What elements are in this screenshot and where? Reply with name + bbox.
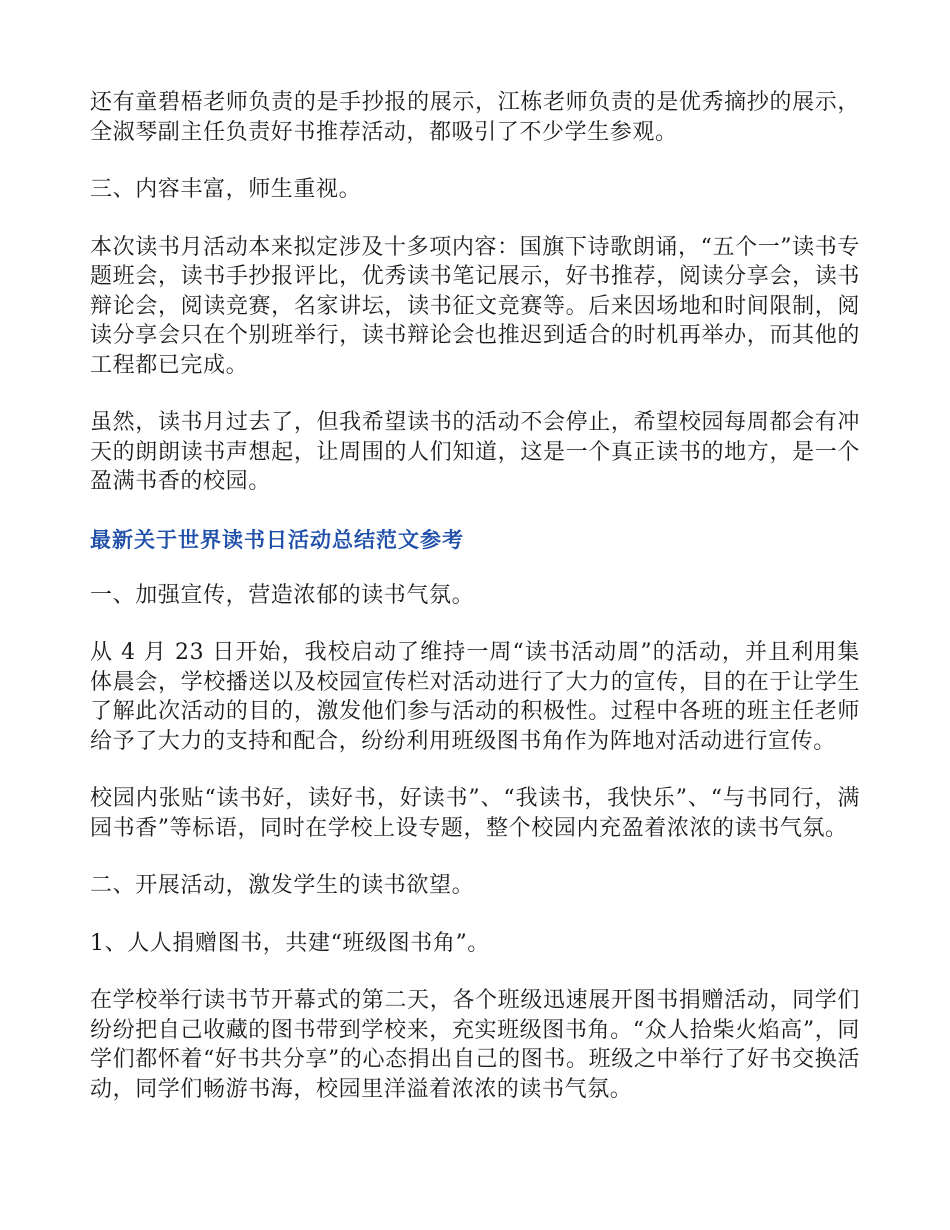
section-heading-three: 三、内容丰富，师生重视。 (90, 177, 362, 202)
section-heading-two: 二、开展活动，激发学生的读书欲望。 (90, 873, 475, 898)
paragraph-teacher-exhibits: 还有童碧梧老师负责的是手抄报的展示，江栋老师负责的是优秀摘抄的展示，全淑琴副主任负责好书推荐活动，都吸引了不少学生参观。 (90, 90, 860, 145)
subsection-heading-one: 1、人人捐赠图书，共建“班级图书角”。 (90, 930, 490, 956)
paragraph-slogans: 校园内张贴“读书好，读好书，好读书”、“我读书，我快乐”、“与书同行，满园书香”等标语，同时在学校上设专题，整个校园内充盈着浓浓的读书气氛。 (90, 786, 860, 841)
paragraph-closing-hope: 虽然，读书月过去了，但我希望读书的活动不会停止，希望校园每周都会有冲天的朗朗读书声想起，让周围的人们知道，这是一个真正读书的地方，是一个盈满书香的校园。 (90, 410, 860, 494)
article-title: 最新关于世界读书日活动总结范文参考 (90, 527, 464, 552)
paragraph-book-donation: 在学校举行读书节开幕式的第二天，各个班级迅速展开图书捐赠活动，同学们纷纷把自己收藏的图书带到学校来，充实班级图书角。“众人拾柴火焰高”，同学们都怀着“好书共分享”的心态捐出自己的图书。班级之中举行了好书交换活动，同学们畅游书海，校园里洋溢着浓浓的读书气氛。 (90, 988, 860, 1102)
paragraph-publicity: 从 4 月 23 日开始，我校启动了维持一周“读书活动周”的活动，并且利用集体晨会，学校播送以及校园宣传栏对活动进行了大力的宣传，目的在于让学生了解此次活动的目的，激发他们参与活动的积极性。过程中各班的班主任老师给予了大力的支持和配合，纷纷利用班级图书角作为阵地对活动进行宣传。 (90, 640, 860, 754)
section-heading-one: 一、加强宣传，营造浓郁的读书气氛。 (90, 582, 475, 608)
document-body (90, 88, 860, 1132)
paragraph-activity-contents: 本次读书月活动本来拟定涉及十多项内容：国旗下诗歌朗诵，“五个一”读书专题班会，读书手抄报评比，优秀读书笔记展示，好书推荐，阅读分享会，读书辩论会，阅读竞赛，名家讲坛，读书征文竞赛等。后来因场地和时间限制，阅读分享会只在个别班举行，读书辩论会也推迟到适合的时机再举办，而其他的工程都已完成。 (90, 234, 860, 378)
